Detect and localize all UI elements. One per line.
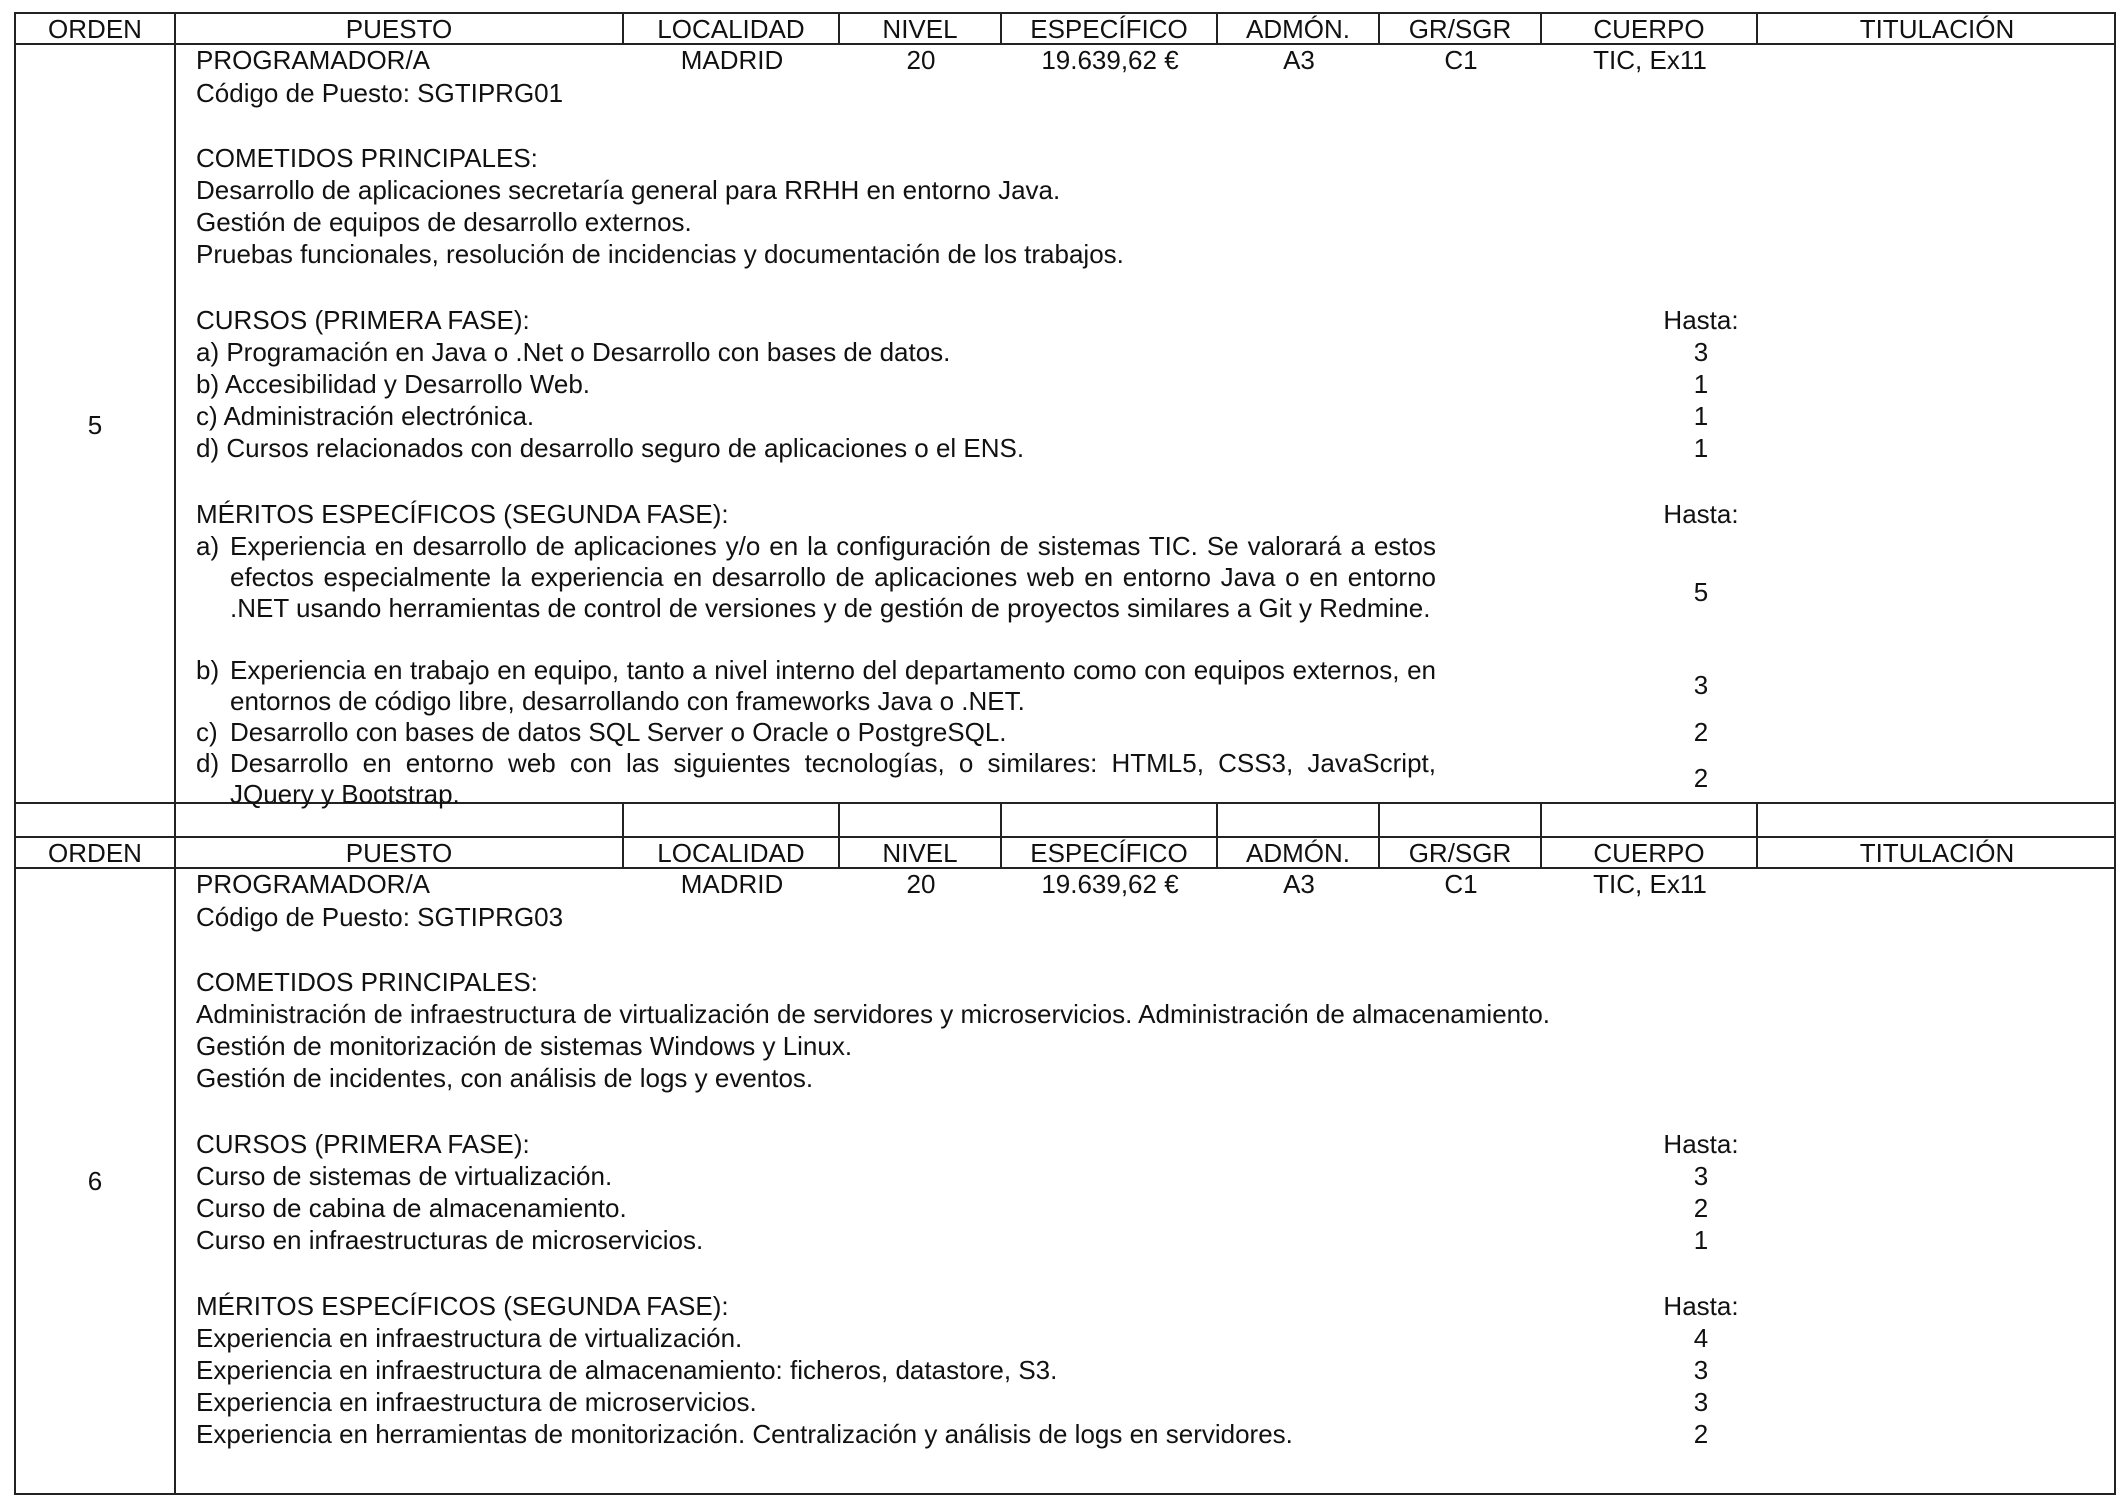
header-titulacion: TITULACIÓN [1859,838,2015,868]
header-nivel: NIVEL [840,14,1002,43]
curso-points: 3 [1693,337,1709,367]
header-admon: ADMÓN. [1218,14,1380,43]
curso-points: 1 [1693,1225,1709,1255]
localidad-value: MADRID [680,45,784,75]
header-localidad: LOCALIDAD [624,838,840,867]
merito-points: 3 [1693,1355,1709,1385]
merito-points: 2 [1693,717,1709,747]
header-orden: ORDEN [16,838,176,867]
merito-item: Experiencia en infraestructura de virtualización. [196,1323,743,1353]
curso-item: b) Accesibilidad y Desarrollo Web. [196,369,591,399]
especifico-value: 19.639,62 € [1041,869,1179,899]
cometido-item: Gestión de equipos de desarrollo externos. [196,207,692,237]
header-orden: ORDEN [16,14,176,43]
header-cuerpo: CUERPO [1542,838,1758,867]
merito-label: c) [196,717,218,747]
table-header [14,12,2116,45]
curso-points: 1 [1693,369,1709,399]
merito-label: d) [196,748,220,778]
empty-cell [1542,804,1758,836]
header-admon: ADMÓN. [1218,838,1380,867]
orden-number: 5 [87,410,103,440]
merito-points: 3 [1693,1387,1709,1417]
orden-cell [16,45,176,802]
header-cuerpo: CUERPO [1542,14,1758,43]
merito-text: Experiencia en desarrollo de aplicaciones y/o en la configuración de sistemas TIC. Se valorará a estos efectos especialmente la experiencia en desarrollo de aplicaciones web en entorno Java o en entorno .NET usando herramientas de control de versiones y de gestión de proyectos similares a Git y Redmine. [230,531,1436,623]
header-nivel: NIVEL [840,838,1002,867]
empty-cell [840,804,1002,836]
cuerpo-value: TIC, Ex11 [1593,45,1707,75]
header-gr-sgr: GR/SGR [1380,14,1542,43]
curso-item: a) Programación en Java o .Net o Desarrollo con bases de datos. [196,337,951,367]
empty-cell [176,804,624,836]
merito-points: 2 [1693,1419,1709,1449]
header-gr-sgr: GR/SGR [1380,838,1542,867]
merito-points: 4 [1693,1323,1709,1353]
curso-points: 3 [1693,1161,1709,1191]
localidad-value: MADRID [680,869,784,899]
curso-points: 1 [1693,401,1709,431]
merito-text: Desarrollo con bases de datos SQL Server o Oracle o PostgreSQL. [230,717,1007,747]
codigo-puesto: Código de Puesto: SGTIPRG03 [196,902,564,932]
header-localidad: LOCALIDAD [624,14,840,43]
merito-points: 3 [1693,670,1709,700]
admon-value: A3 [1283,45,1315,75]
curso-points: 2 [1693,1193,1709,1223]
nivel-value: 20 [906,869,936,899]
empty-cell [1218,804,1380,836]
curso-item: c) Administración electrónica. [196,401,535,431]
nivel-value: 20 [906,45,936,75]
gr-sgr-value: C1 [1444,45,1478,75]
cometido-item: Gestión de incidentes, con análisis de logs y eventos. [196,1063,814,1093]
header-especifico: ESPECÍFICO [1002,14,1218,43]
merito-item: Experiencia en herramientas de monitorización. Centralización y análisis de logs en servidores. [196,1419,1293,1449]
puesto-name: PROGRAMADOR/A [196,45,431,75]
meritos-title: MÉRITOS ESPECÍFICOS (SEGUNDA FASE): [196,499,729,529]
table-header [14,836,2116,869]
empty-cell [624,804,840,836]
position-table [14,12,2116,1495]
position-body [14,45,2116,809]
codigo-puesto: Código de Puesto: SGTIPRG01 [196,78,564,108]
merito-item: Experiencia en infraestructura de almacenamiento: ficheros, datastore, S3. [196,1355,1058,1385]
meritos-hasta-label: Hasta: [1663,1291,1739,1321]
cursos-hasta-label: Hasta: [1663,1129,1739,1159]
empty-cell [1002,804,1218,836]
header-puesto: PUESTO [176,14,624,43]
merito-text: Desarrollo en entorno web con las siguientes tecnologías, o similares: HTML5, CSS3, JavaScript, JQuery y Bootstrap. [230,748,1436,809]
cometido-item: Administración de infraestructura de virtualización de servidores y microservicios. Administración de almacenamiento. [196,999,1551,1029]
merito-item [196,748,1436,810]
cuerpo-value: TIC, Ex11 [1593,869,1707,899]
orden-number: 6 [87,1166,103,1196]
gr-sgr-value: C1 [1444,869,1478,899]
curso-item: d) Cursos relacionados con desarrollo seguro de aplicaciones o el ENS. [196,433,1025,463]
empty-spacer-row [14,804,2116,836]
merito-text: Experiencia en trabajo en equipo, tanto a nivel interno del departamento como con equipos externos, en entornos de código libre, desarrollando con frameworks Java o .NET. [230,655,1436,716]
merito-points: 2 [1693,763,1709,793]
merito-item [196,717,1436,748]
empty-cell [16,804,176,836]
especifico-value: 19.639,62 € [1041,45,1179,75]
cursos-hasta-label: Hasta: [1663,305,1739,335]
header-especifico: ESPECÍFICO [1002,838,1218,867]
header-puesto: PUESTO [176,838,624,867]
merito-label: a) [196,531,220,561]
meritos-title: MÉRITOS ESPECÍFICOS (SEGUNDA FASE): [196,1291,729,1321]
curso-points: 1 [1693,433,1709,463]
cometido-item: Desarrollo de aplicaciones secretaría general para RRHH en entorno Java. [196,175,1061,205]
orden-cell [16,869,176,1493]
curso-item: Curso de sistemas de virtualización. [196,1161,613,1191]
cometidos-title: COMETIDOS PRINCIPALES: [196,143,538,173]
cometido-item: Gestión de monitorización de sistemas Windows y Linux. [196,1031,853,1061]
merito-label: b) [196,655,220,685]
merito-item [196,531,1436,624]
meritos-hasta-label: Hasta: [1663,499,1739,529]
curso-item: Curso en infraestructuras de microservicios. [196,1225,704,1255]
curso-item: Curso de cabina de almacenamiento. [196,1193,627,1223]
cursos-title: CURSOS (PRIMERA FASE): [196,1129,530,1159]
admon-value: A3 [1283,869,1315,899]
merito-item [196,655,1436,717]
position-body [14,869,2116,1495]
header-titulacion: TITULACIÓN [1859,14,2015,44]
cometidos-title: COMETIDOS PRINCIPALES: [196,967,538,997]
merito-points: 5 [1693,577,1709,607]
puesto-name: PROGRAMADOR/A [196,869,431,899]
cometido-item: Pruebas funcionales, resolución de incidencias y documentación de los trabajos. [196,239,1124,269]
empty-cell [1380,804,1542,836]
merito-item: Experiencia en infraestructura de microservicios. [196,1387,757,1417]
cursos-title: CURSOS (PRIMERA FASE): [196,305,530,335]
